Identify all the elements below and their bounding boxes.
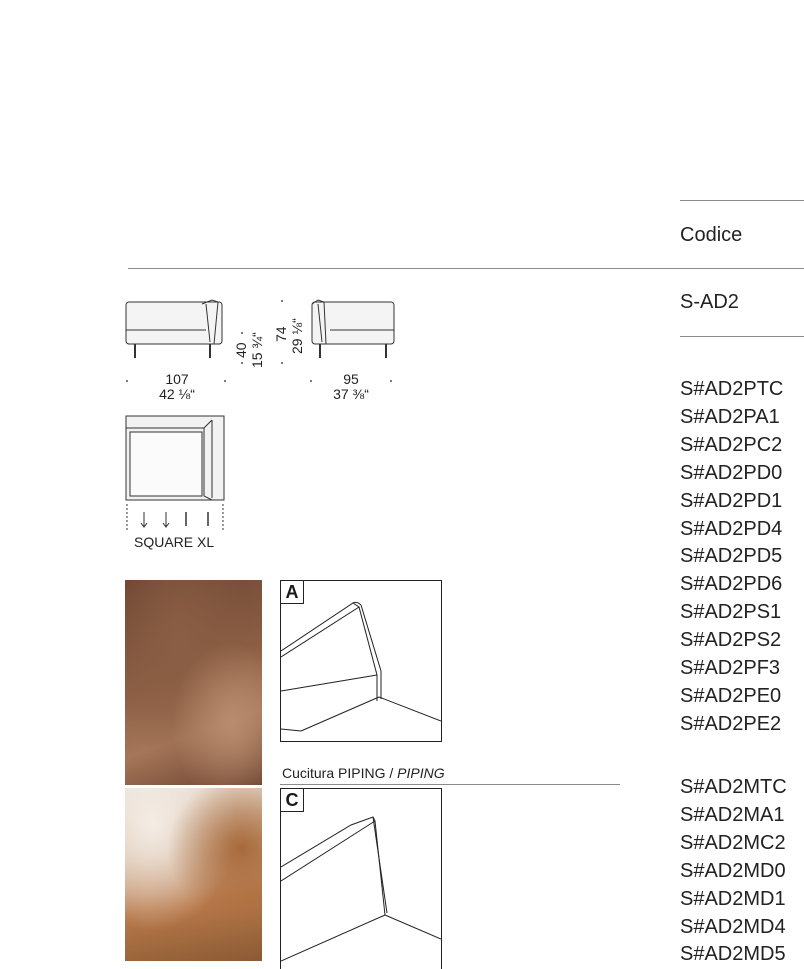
header-rule — [128, 268, 804, 269]
width-right-cm: 95 — [343, 371, 359, 387]
seam-drawing-c — [281, 789, 441, 962]
code-item: S#AD2PD4 — [680, 517, 783, 540]
dimension-dot — [281, 300, 283, 302]
dimension-dot — [281, 362, 283, 364]
width-left-in: 42 ⅛“ — [159, 386, 195, 402]
code-item: S#AD2PS1 — [680, 601, 782, 624]
finish-c-tag: C — [281, 789, 304, 812]
code-item: S#AD2MA1 — [680, 803, 785, 826]
height-in: 29 ⅛“ — [289, 318, 305, 354]
model-name: SQUARE XL — [134, 534, 215, 550]
code-item: S#AD2PD1 — [680, 489, 783, 512]
code-item: S#AD2PD5 — [680, 545, 783, 568]
table-top-rule — [680, 200, 804, 201]
seat-height-cm: 40 — [233, 342, 249, 358]
leather-photo-a — [125, 580, 262, 785]
code-list-group-1 — [680, 376, 783, 739]
finish-c-box — [280, 788, 442, 969]
code-item: S#AD2MD4 — [680, 915, 786, 938]
code-item: S#AD2PE0 — [680, 684, 782, 707]
dimension-dot — [241, 362, 243, 364]
width-left-label — [146, 372, 208, 402]
finish-a-caption-italic: PIPING — [397, 765, 445, 781]
code-list-group-2 — [680, 774, 787, 969]
piping-seam-drawing — [281, 581, 441, 741]
code-item: S#AD2PA1 — [680, 405, 780, 428]
series-rule — [680, 336, 804, 337]
seat-height-in: 15 ¾“ — [249, 332, 265, 368]
height-cm: 74 — [273, 326, 289, 342]
finish-a-rule — [280, 784, 620, 785]
leather-photo-c — [125, 788, 262, 961]
code-item: S#AD2MTC — [680, 776, 787, 798]
dimension-dot — [390, 380, 392, 382]
codice-header: Codice — [680, 224, 743, 246]
code-item: S#AD2MD5 — [680, 943, 786, 966]
width-right-label — [320, 372, 382, 402]
code-item: S#AD2PE2 — [680, 712, 782, 735]
dimension-dot — [241, 332, 243, 334]
code-item: S#AD2PC2 — [680, 433, 783, 456]
code-item: S#AD2PS2 — [680, 629, 782, 652]
front-view-left-drawing — [120, 292, 230, 367]
top-view-drawing — [122, 412, 232, 532]
front-view-right-drawing — [308, 292, 398, 367]
code-item: S#AD2PD6 — [680, 573, 783, 596]
code-item: S#AD2PF3 — [680, 657, 781, 680]
dimension-dot — [126, 380, 128, 382]
series-code: S-AD2 — [680, 291, 739, 313]
finish-a-caption — [282, 765, 445, 781]
finish-a-tag: A — [281, 581, 304, 604]
dimension-dot — [224, 380, 226, 382]
code-item: S#AD2PD0 — [680, 461, 783, 484]
dimension-dot — [310, 380, 312, 382]
width-right-in: 37 ⅜“ — [333, 386, 369, 402]
code-item: S#AD2MD0 — [680, 859, 786, 882]
finish-a-caption-main: Cucitura PIPING / — [282, 765, 398, 781]
code-item: S#AD2MD1 — [680, 887, 786, 910]
width-left-cm: 107 — [165, 371, 189, 387]
finish-a-box — [280, 580, 442, 742]
code-item: S#AD2MC2 — [680, 831, 786, 854]
code-item: S#AD2PTC — [680, 378, 784, 400]
